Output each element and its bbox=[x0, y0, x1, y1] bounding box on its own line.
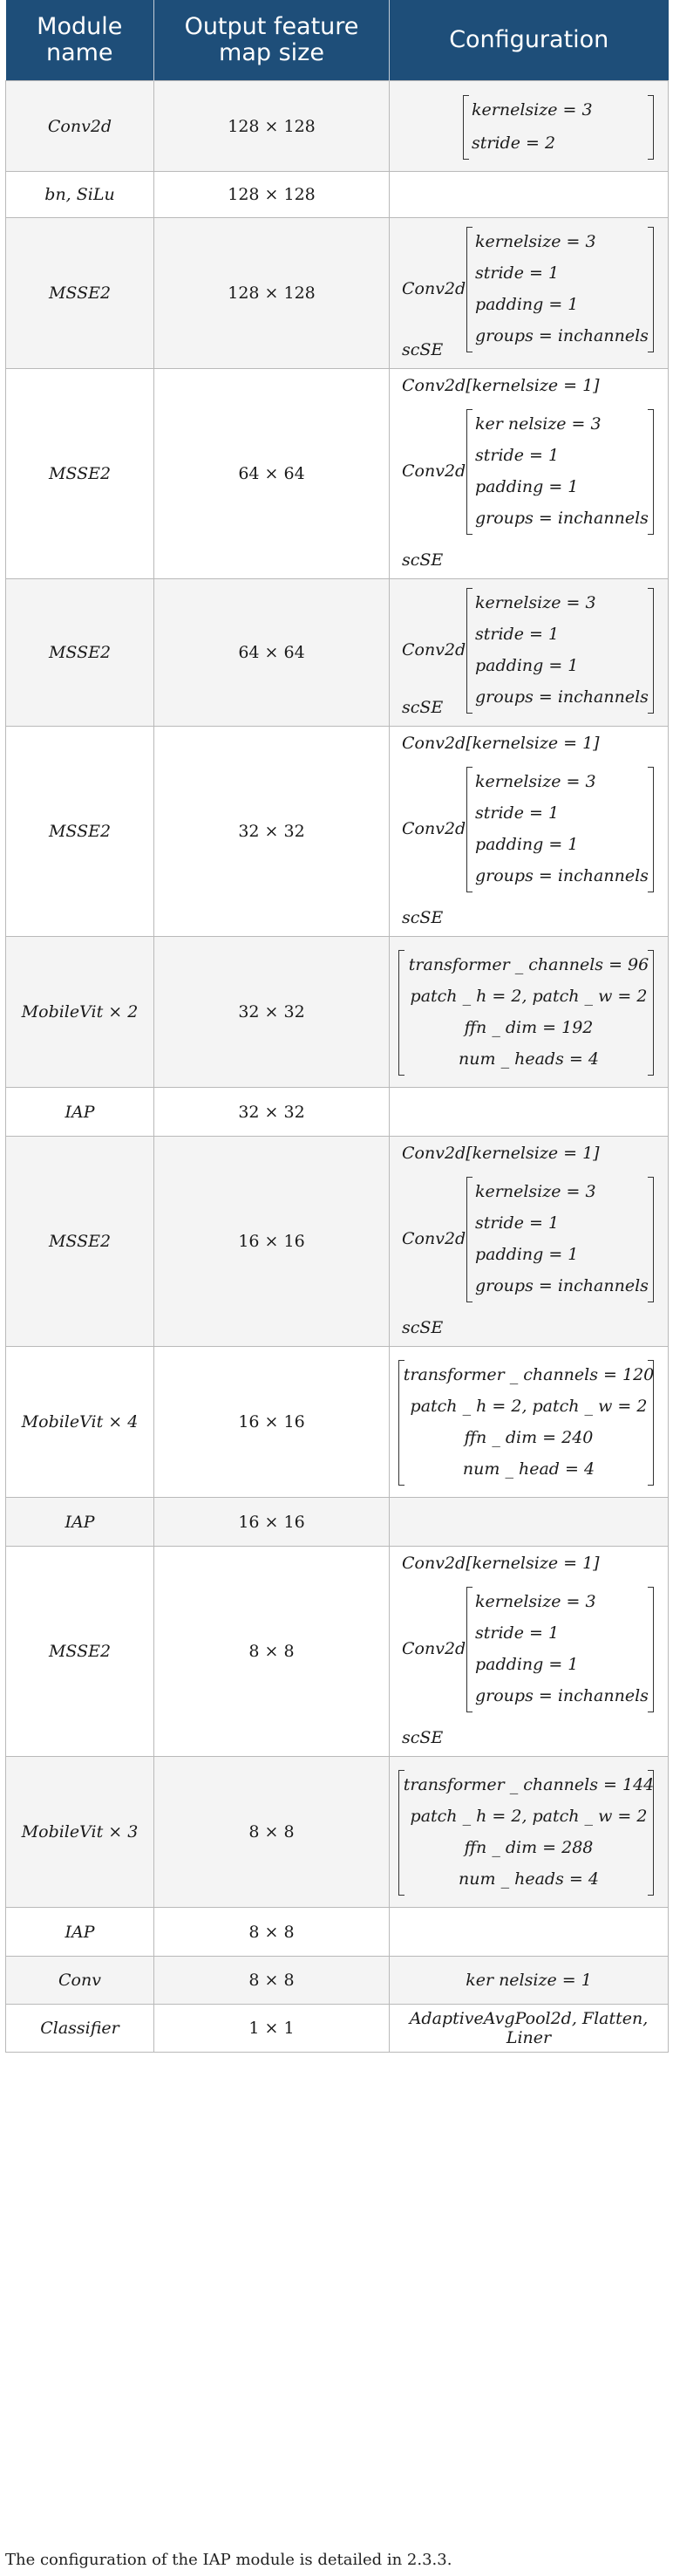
output-size-cell: 1 × 1 bbox=[154, 2005, 390, 2053]
config-param: padding = 1 bbox=[475, 477, 579, 496]
output-size-cell: 128 × 128 bbox=[154, 218, 390, 369]
table-row bbox=[6, 1137, 669, 1347]
table-row bbox=[6, 1957, 669, 2005]
config-param: padding = 1 bbox=[475, 656, 579, 675]
configuration-cell bbox=[390, 2005, 669, 2053]
config-block bbox=[390, 727, 668, 936]
output-size-cell: 64 × 64 bbox=[154, 369, 390, 579]
header-output-size: Output feature map size bbox=[154, 0, 390, 81]
table-row bbox=[6, 727, 669, 937]
table-row bbox=[6, 1908, 669, 1957]
config-param: kernelsize = 3 bbox=[475, 593, 596, 612]
table-row bbox=[6, 172, 669, 218]
table-row bbox=[6, 1088, 669, 1137]
config-param: patch _ h = 2, patch _ w = 2 bbox=[410, 1397, 648, 1416]
configuration-cell bbox=[390, 1137, 669, 1347]
output-size-cell: 32 × 32 bbox=[154, 937, 390, 1088]
config-param: ffn _ dim = 288 bbox=[464, 1838, 594, 1857]
module-name-cell: MSSE2 bbox=[6, 727, 154, 937]
configuration-cell bbox=[390, 1498, 669, 1547]
config-param: stride = 1 bbox=[475, 1623, 560, 1643]
header-configuration: Configuration bbox=[390, 0, 669, 81]
table-row bbox=[6, 1757, 669, 1908]
config-block bbox=[390, 1347, 668, 1497]
config-param: kernelsize = 3 bbox=[472, 100, 593, 120]
config-param: stride = 1 bbox=[475, 446, 560, 465]
config-conv-label: Conv2d bbox=[402, 1229, 466, 1248]
table-row bbox=[6, 2005, 669, 2053]
left-bracket bbox=[466, 409, 472, 535]
right-bracket bbox=[648, 95, 654, 160]
table-row bbox=[6, 218, 669, 369]
configuration-cell bbox=[390, 369, 669, 579]
config-param: kernelsize = 3 bbox=[475, 1182, 596, 1201]
output-size-cell: 16 × 16 bbox=[154, 1498, 390, 1547]
config-bottom-line: scSE bbox=[402, 340, 444, 359]
config-param: kernelsize = 3 bbox=[475, 772, 596, 791]
config-param: num _ head = 4 bbox=[462, 1459, 595, 1479]
configuration-cell bbox=[390, 1347, 669, 1498]
config-bottom-line: scSE bbox=[402, 908, 444, 927]
configuration-cell bbox=[390, 727, 669, 937]
configuration-cell bbox=[390, 1088, 669, 1137]
config-bottom-line: scSE bbox=[402, 698, 444, 717]
config-param: num _ heads = 4 bbox=[459, 1869, 599, 1889]
header-row bbox=[6, 0, 669, 81]
config-block bbox=[390, 172, 668, 217]
output-size-cell: 128 × 128 bbox=[154, 172, 390, 218]
config-param: transformer _ channels = 120 bbox=[403, 1365, 655, 1384]
output-size-cell: 32 × 32 bbox=[154, 1088, 390, 1137]
module-name-cell: IAP bbox=[6, 1088, 154, 1137]
config-table bbox=[5, 0, 669, 2053]
module-name-cell: IAP bbox=[6, 1908, 154, 1957]
module-name-cell: MSSE2 bbox=[6, 218, 154, 369]
config-conv-label: Conv2d bbox=[402, 819, 466, 838]
config-param: kernelsize = 3 bbox=[475, 232, 596, 251]
config-param: groups = inchannels bbox=[475, 1686, 649, 1705]
output-size-cell: 32 × 32 bbox=[154, 727, 390, 937]
right-bracket bbox=[648, 1587, 654, 1712]
configuration-cell bbox=[390, 1908, 669, 1957]
config-param: groups = inchannels bbox=[475, 509, 649, 528]
configuration-cell bbox=[390, 579, 669, 727]
module-name-cell: MSSE2 bbox=[6, 1137, 154, 1347]
right-bracket bbox=[648, 588, 654, 714]
left-bracket bbox=[463, 95, 469, 160]
config-block bbox=[390, 369, 668, 578]
config-param: ffn _ dim = 192 bbox=[464, 1018, 594, 1037]
left-bracket bbox=[466, 588, 472, 714]
module-name-cell: Classifier bbox=[6, 2005, 154, 2053]
config-conv-label: Conv2d bbox=[402, 461, 466, 481]
config-param: num _ heads = 4 bbox=[459, 1049, 599, 1069]
left-bracket bbox=[466, 1177, 472, 1302]
module-name-cell: MobileVit × 4 bbox=[6, 1347, 154, 1498]
configuration-cell bbox=[390, 937, 669, 1088]
config-param: padding = 1 bbox=[475, 295, 579, 314]
left-bracket bbox=[466, 767, 472, 892]
config-param: groups = inchannels bbox=[475, 1276, 649, 1295]
table-body bbox=[6, 81, 669, 2053]
config-param: padding = 1 bbox=[475, 835, 579, 854]
config-param: patch _ h = 2, patch _ w = 2 bbox=[410, 987, 648, 1006]
config-text: AdaptiveAvgPool2d, Flatten, Liner bbox=[409, 2009, 649, 2047]
config-param: groups = inchannels bbox=[475, 687, 649, 707]
config-block bbox=[390, 81, 668, 171]
config-param: kernelsize = 3 bbox=[475, 1592, 596, 1611]
output-size-cell: 64 × 64 bbox=[154, 579, 390, 727]
config-param: patch _ h = 2, patch _ w = 2 bbox=[410, 1807, 648, 1826]
config-param: transformer _ channels = 144 bbox=[403, 1775, 655, 1794]
right-bracket bbox=[648, 1177, 654, 1302]
module-name-cell: MobileVit × 3 bbox=[6, 1757, 154, 1908]
header-module-name: Module name bbox=[6, 0, 154, 81]
table-row bbox=[6, 937, 669, 1088]
config-param: ker nelsize = 3 bbox=[475, 414, 602, 434]
config-bottom-line: scSE bbox=[402, 1318, 444, 1337]
table-row bbox=[6, 1498, 669, 1547]
config-conv-label: Conv2d bbox=[402, 640, 466, 659]
table-row bbox=[6, 81, 669, 172]
configuration-cell bbox=[390, 1957, 669, 2005]
config-top-line: Conv2d[kernelsize = 1] bbox=[402, 376, 600, 395]
config-bottom-line: scSE bbox=[402, 550, 444, 570]
configuration-cell bbox=[390, 172, 669, 218]
right-bracket bbox=[648, 767, 654, 892]
table-caption: The configuration of the IAP module is detailed in 2.3.3. bbox=[5, 2551, 452, 2569]
output-size-cell: 8 × 8 bbox=[154, 1908, 390, 1957]
configuration-cell bbox=[390, 1757, 669, 1908]
config-param: stride = 1 bbox=[475, 625, 560, 644]
config-top-line: Conv2d[kernelsize = 1] bbox=[402, 734, 600, 753]
table-row bbox=[6, 1347, 669, 1498]
left-bracket bbox=[466, 227, 472, 352]
config-conv-label: Conv2d bbox=[402, 1639, 466, 1658]
module-name-cell: MobileVit × 2 bbox=[6, 937, 154, 1088]
config-top-line: Conv2d[kernelsize = 1] bbox=[402, 1144, 600, 1163]
output-size-cell: 8 × 8 bbox=[154, 1757, 390, 1908]
config-text: ker nelsize = 1 bbox=[466, 1971, 592, 1990]
config-top-line: Conv2d[kernelsize = 1] bbox=[402, 1554, 600, 1573]
module-name-cell: MSSE2 bbox=[6, 579, 154, 727]
module-name-cell: bn, SiLu bbox=[6, 172, 154, 218]
output-size-cell: 8 × 8 bbox=[154, 1547, 390, 1757]
config-param: padding = 1 bbox=[475, 1245, 579, 1264]
configuration-cell bbox=[390, 1547, 669, 1757]
config-block bbox=[390, 1088, 668, 1136]
output-size-cell: 8 × 8 bbox=[154, 1957, 390, 2005]
table-row bbox=[6, 579, 669, 727]
left-bracket bbox=[466, 1587, 472, 1712]
right-bracket bbox=[648, 227, 654, 352]
module-name-cell: Conv2d bbox=[6, 81, 154, 172]
config-param: stride = 1 bbox=[475, 1213, 560, 1233]
config-block bbox=[390, 937, 668, 1087]
config-param: ffn _ dim = 240 bbox=[464, 1428, 594, 1447]
config-block bbox=[390, 579, 668, 726]
configuration-cell bbox=[390, 81, 669, 172]
config-param: stride = 1 bbox=[475, 263, 560, 283]
configuration-cell bbox=[390, 218, 669, 369]
config-block bbox=[390, 1137, 668, 1346]
module-name-cell: Conv bbox=[6, 1957, 154, 2005]
output-size-cell: 16 × 16 bbox=[154, 1137, 390, 1347]
config-param: stride = 2 bbox=[472, 133, 556, 153]
config-block bbox=[390, 1757, 668, 1907]
config-param: groups = inchannels bbox=[475, 326, 649, 345]
config-block bbox=[390, 1547, 668, 1756]
config-param: groups = inchannels bbox=[475, 866, 649, 885]
config-param: transformer _ channels = 96 bbox=[408, 955, 649, 974]
module-name-cell: IAP bbox=[6, 1498, 154, 1547]
config-block bbox=[390, 1498, 668, 1546]
config-bottom-line: scSE bbox=[402, 1728, 444, 1747]
config-block bbox=[390, 1908, 668, 1956]
module-name-cell: MSSE2 bbox=[6, 1547, 154, 1757]
config-param: padding = 1 bbox=[475, 1655, 579, 1674]
table-row bbox=[6, 369, 669, 579]
table-row bbox=[6, 1547, 669, 1757]
right-bracket bbox=[648, 409, 654, 535]
output-size-cell: 16 × 16 bbox=[154, 1347, 390, 1498]
config-block bbox=[390, 218, 668, 368]
config-param: stride = 1 bbox=[475, 803, 560, 823]
output-size-cell: 128 × 128 bbox=[154, 81, 390, 172]
module-name-cell: MSSE2 bbox=[6, 369, 154, 579]
config-conv-label: Conv2d bbox=[402, 279, 466, 298]
